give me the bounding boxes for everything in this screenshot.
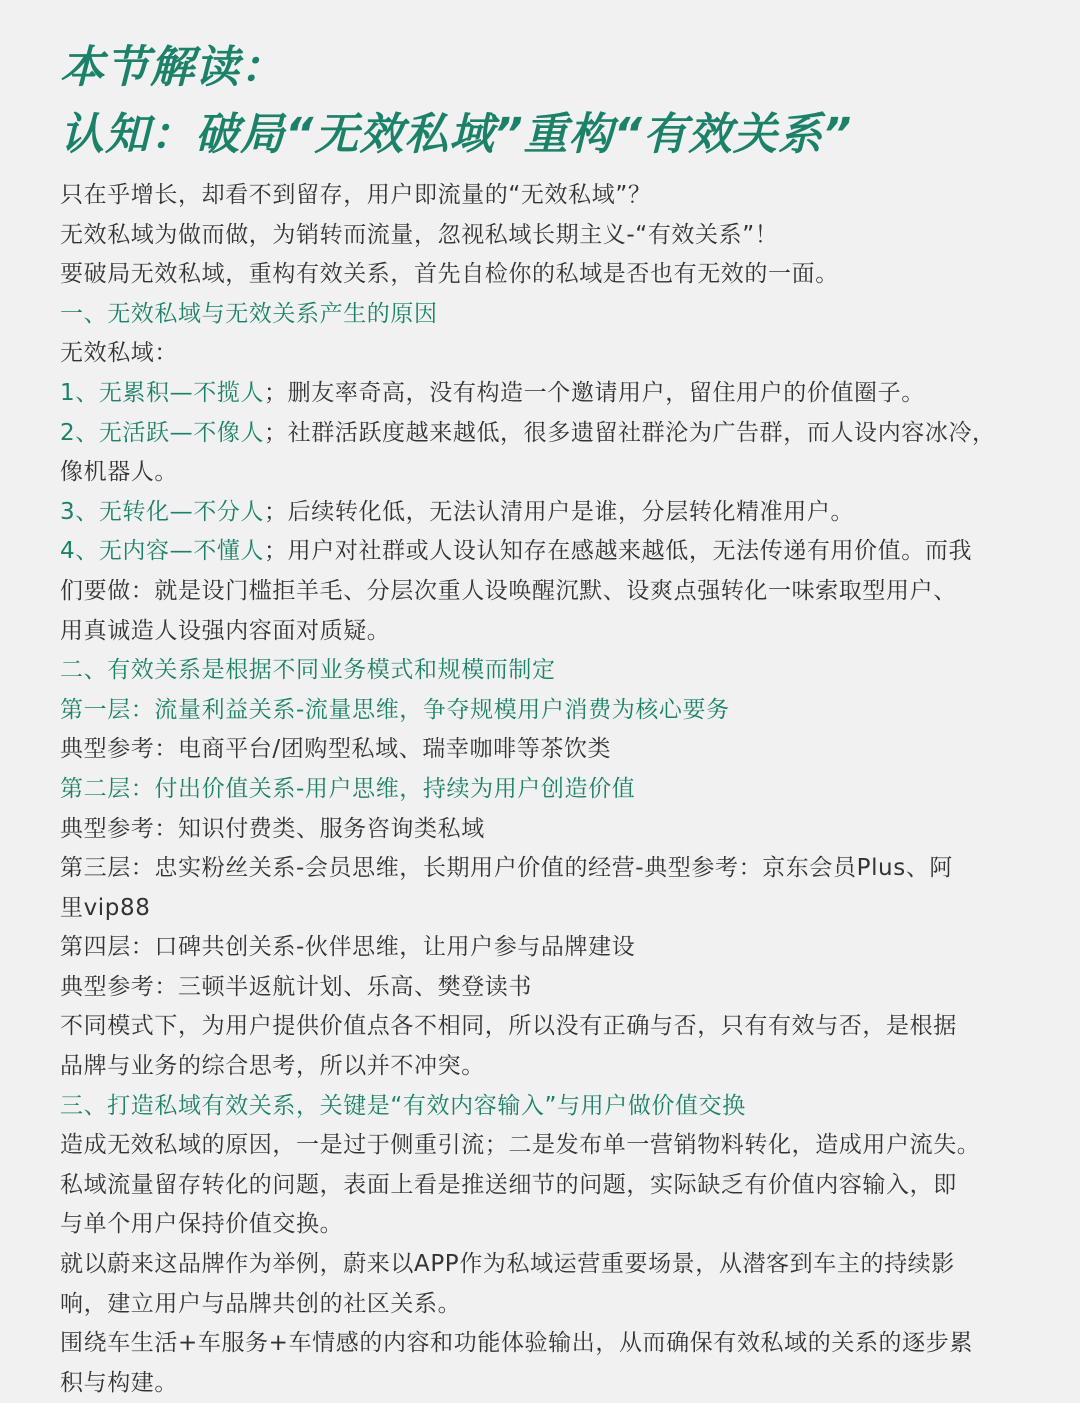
- section3-heading: 三、打造私域有效关系，关键是“有效内容输入”与用户做价值交换: [60, 1092, 746, 1119]
- section3-paragraph-3b: 响，建立用户与品牌共创的社区关系。: [60, 1290, 462, 1317]
- section1-item-1: [60, 374, 1060, 414]
- item-text: ；删友率奇高，没有构造一个邀请用户，留住用户的价值圈子。: [264, 379, 925, 406]
- section1-item-3: [60, 493, 1060, 533]
- item-lead: 4、无内容—不懂人: [60, 538, 265, 565]
- section2-heading: 二、有效关系是根据不同业务模式和规模而制定: [60, 657, 556, 684]
- layer-4: 第四层：口碑共创关系-伙伴思维，让用户参与品牌建设: [60, 934, 636, 961]
- intro-line-3: 要破局无效私域，重构有效关系，首先自检你的私域是否也有无效的一面。: [60, 261, 839, 288]
- section3-paragraph-2a: 私域流量留存转化的问题，表面上看是推送细节的问题，实际缺乏有价值内容输入，即: [60, 1171, 957, 1198]
- item-lead: 1、无累积—不揽人: [60, 379, 265, 406]
- layer-2-reference: 典型参考：知识付费类、服务咨询类私域: [60, 815, 485, 842]
- section-title: 本节解读：: [60, 42, 285, 93]
- section3-paragraph-3a: 就以蔚来这品牌作为举例，蔚来以APP作为私域运营重要场景，从潜客到车主的持续影: [60, 1251, 955, 1278]
- section2-summary-2: 品牌与业务的综合思考，所以并不冲突。: [60, 1053, 485, 1080]
- item-lead: 3、无转化—不分人: [60, 498, 265, 525]
- section1-label: 无效私域：: [60, 340, 178, 367]
- section3-paragraph-1: 造成无效私域的原因，一是过于侧重引流；二是发布单一营销物料转化，造成用户流失。: [60, 1132, 981, 1159]
- section1-item-2: [60, 414, 1060, 454]
- layer-4-reference: 典型参考：三顿半返航计划、乐高、樊登读书: [60, 973, 532, 1000]
- section1-item-4-cont-2: 用真诚造人设强内容面对质疑。: [60, 617, 391, 644]
- item-text: ；用户对社群或人设认知存在感越来越低，无法传递有用价值。而我: [264, 538, 973, 565]
- page-title: 认知：破局“无效私域”重构“有效关系”: [60, 109, 853, 160]
- section1-item-4: [60, 532, 1060, 572]
- section3-paragraph-2b: 与单个用户保持价值交换。: [60, 1211, 344, 1238]
- item-text: ；后续转化低，无法认清用户是谁，分层转化精准用户。: [264, 498, 855, 525]
- layer-1-reference: 典型参考：电商平台/团购型私域、瑞幸咖啡等茶饮类: [60, 736, 612, 763]
- layer-3: 第三层：忠实粉丝关系-会员思维，长期用户价值的经营-典型参考：京东会员Plus、阿: [60, 855, 954, 882]
- section1-item-4-cont-1: 们要做：就是设门槛拒羊毛、分层次重人设唤醒沉默、设爽点强转化一味索取型用户、: [60, 577, 957, 604]
- section1-item-2-cont: 像机器人。: [60, 459, 178, 486]
- intro-line-1: 只在乎增长，却看不到留存，用户即流量的“无效私域”？: [60, 182, 652, 208]
- section3-paragraph-4b: 积与构建。: [60, 1369, 178, 1396]
- section1-heading: 一、无效私域与无效关系产生的原因: [60, 300, 438, 327]
- layer-3-cont: 里vip88: [60, 894, 151, 921]
- item-lead: 2、无活跃—不像人: [60, 419, 265, 446]
- intro-line-2: 无效私域为做而做，为销转而流量，忽视私域长期主义-“有效关系”！: [60, 221, 779, 248]
- layer-1: 第一层：流量利益关系-流量思维，争夺规模用户消费为核心要务: [60, 696, 730, 723]
- section2-summary-1: 不同模式下，为用户提供价值点各不相同，所以没有正确与否，只有有效与否，是根据: [60, 1013, 957, 1040]
- section3-paragraph-4a: 围绕车生活+车服务+车情感的内容和功能体验输出，从而确保有效私域的关系的逐步累: [60, 1330, 973, 1357]
- item-text: ；社群活跃度越来越低，很多遗留社群沦为广告群，而人设内容冰冷，: [264, 419, 996, 446]
- layer-2: 第二层：付出价值关系-用户思维，持续为用户创造价值: [60, 775, 636, 802]
